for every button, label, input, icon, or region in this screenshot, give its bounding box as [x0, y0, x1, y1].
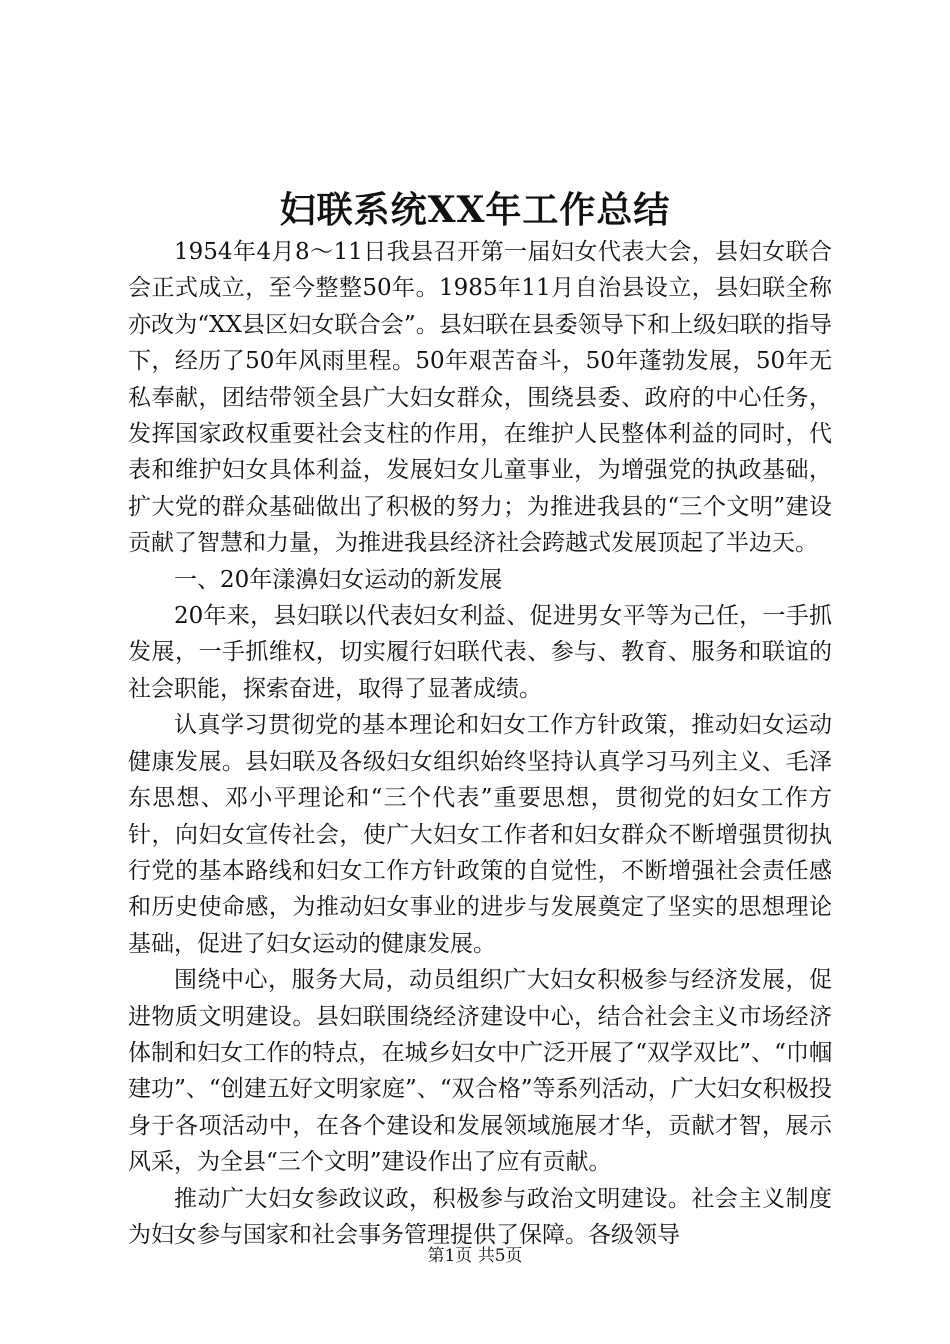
page-footer: 第1页 共5页	[427, 1246, 523, 1266]
paragraph-overview: 20年来，县妇联以代表妇女利益、促进男女平等为己任，一手抓发展，一手抓维权，切实履行妇联代表、参与、教育、服务和联谊的社会职能，探索奋进，取得了显著成绩。	[128, 603, 832, 702]
paragraph-economy: 围绕中心，服务大局，动员组织广大妇女积极参与经济发展，促进物质文明建设。县妇联围绕经济建设中心，结合社会主义市场经济体制和妇女工作的特点，在城乡妇女中广泛开展了“双学双比”、“巾帼建功”、“创建五好文明家庭”、“双合格”等系列活动，广大妇女积极投身于各项活动中，在各个建设和发展领域施展才华，贡献才智，展示风采，为全县“三个文明”建设作出了应有贡献。	[128, 967, 832, 1176]
paragraph-intro: 1954年4月8～11日我县召开第一届妇女代表大会，县妇女联合会正式成立，至今整整50年。1985年11月自治县设立，县妇联全称亦改为“XX县区妇女联合会”。县妇联在县委领导下和上级妇联的指导下，经历了50年风雨里程。50年艰苦奋斗，50年蓬勃发展，50年无私奉献，团结带领全县广大妇女群众，围绕县委、政府的中心任务，发挥国家政权重要社会支柱的作用，在维护人民整体利益的同时，代表和维护妇女具体利益，发展妇女儿童事业，为增强党的执政基础，扩大党的群众基础做出了积极的努力；为推进我县的“三个文明”建设贡献了智慧和力量，为推进我县经济社会跨越式发展顶起了半边天。	[128, 239, 832, 557]
paragraph-politics: 推动广大妇女参政议政，积极参与政治文明建设。社会主义制度为妇女参与国家和社会事务管理提供了保障。各级领导	[128, 1185, 832, 1248]
section-heading: 一、20年漾濞妇女运动的新发展	[174, 566, 503, 593]
paragraph-theory: 认真学习贯彻党的基本理论和妇女工作方针政策，推动妇女运动健康发展。县妇联及各级妇女组织始终坚持认真学习马列主义、毛泽东思想、邓小平理论和“三个代表”重要思想，贯彻党的妇女工作方针，向妇女宣传社会，使广大妇女工作者和妇女群众不断增强贯彻执行党的基本路线和妇女工作方针政策的自觉性，不断增强社会责任感和历史使命感，为推动妇女事业的进步与发展奠定了坚实的思想理论基础，促进了妇女运动的健康发展。	[128, 712, 832, 957]
document-title: 妇联系统XX年工作总结	[279, 189, 671, 231]
document-body	[128, 234, 832, 1253]
